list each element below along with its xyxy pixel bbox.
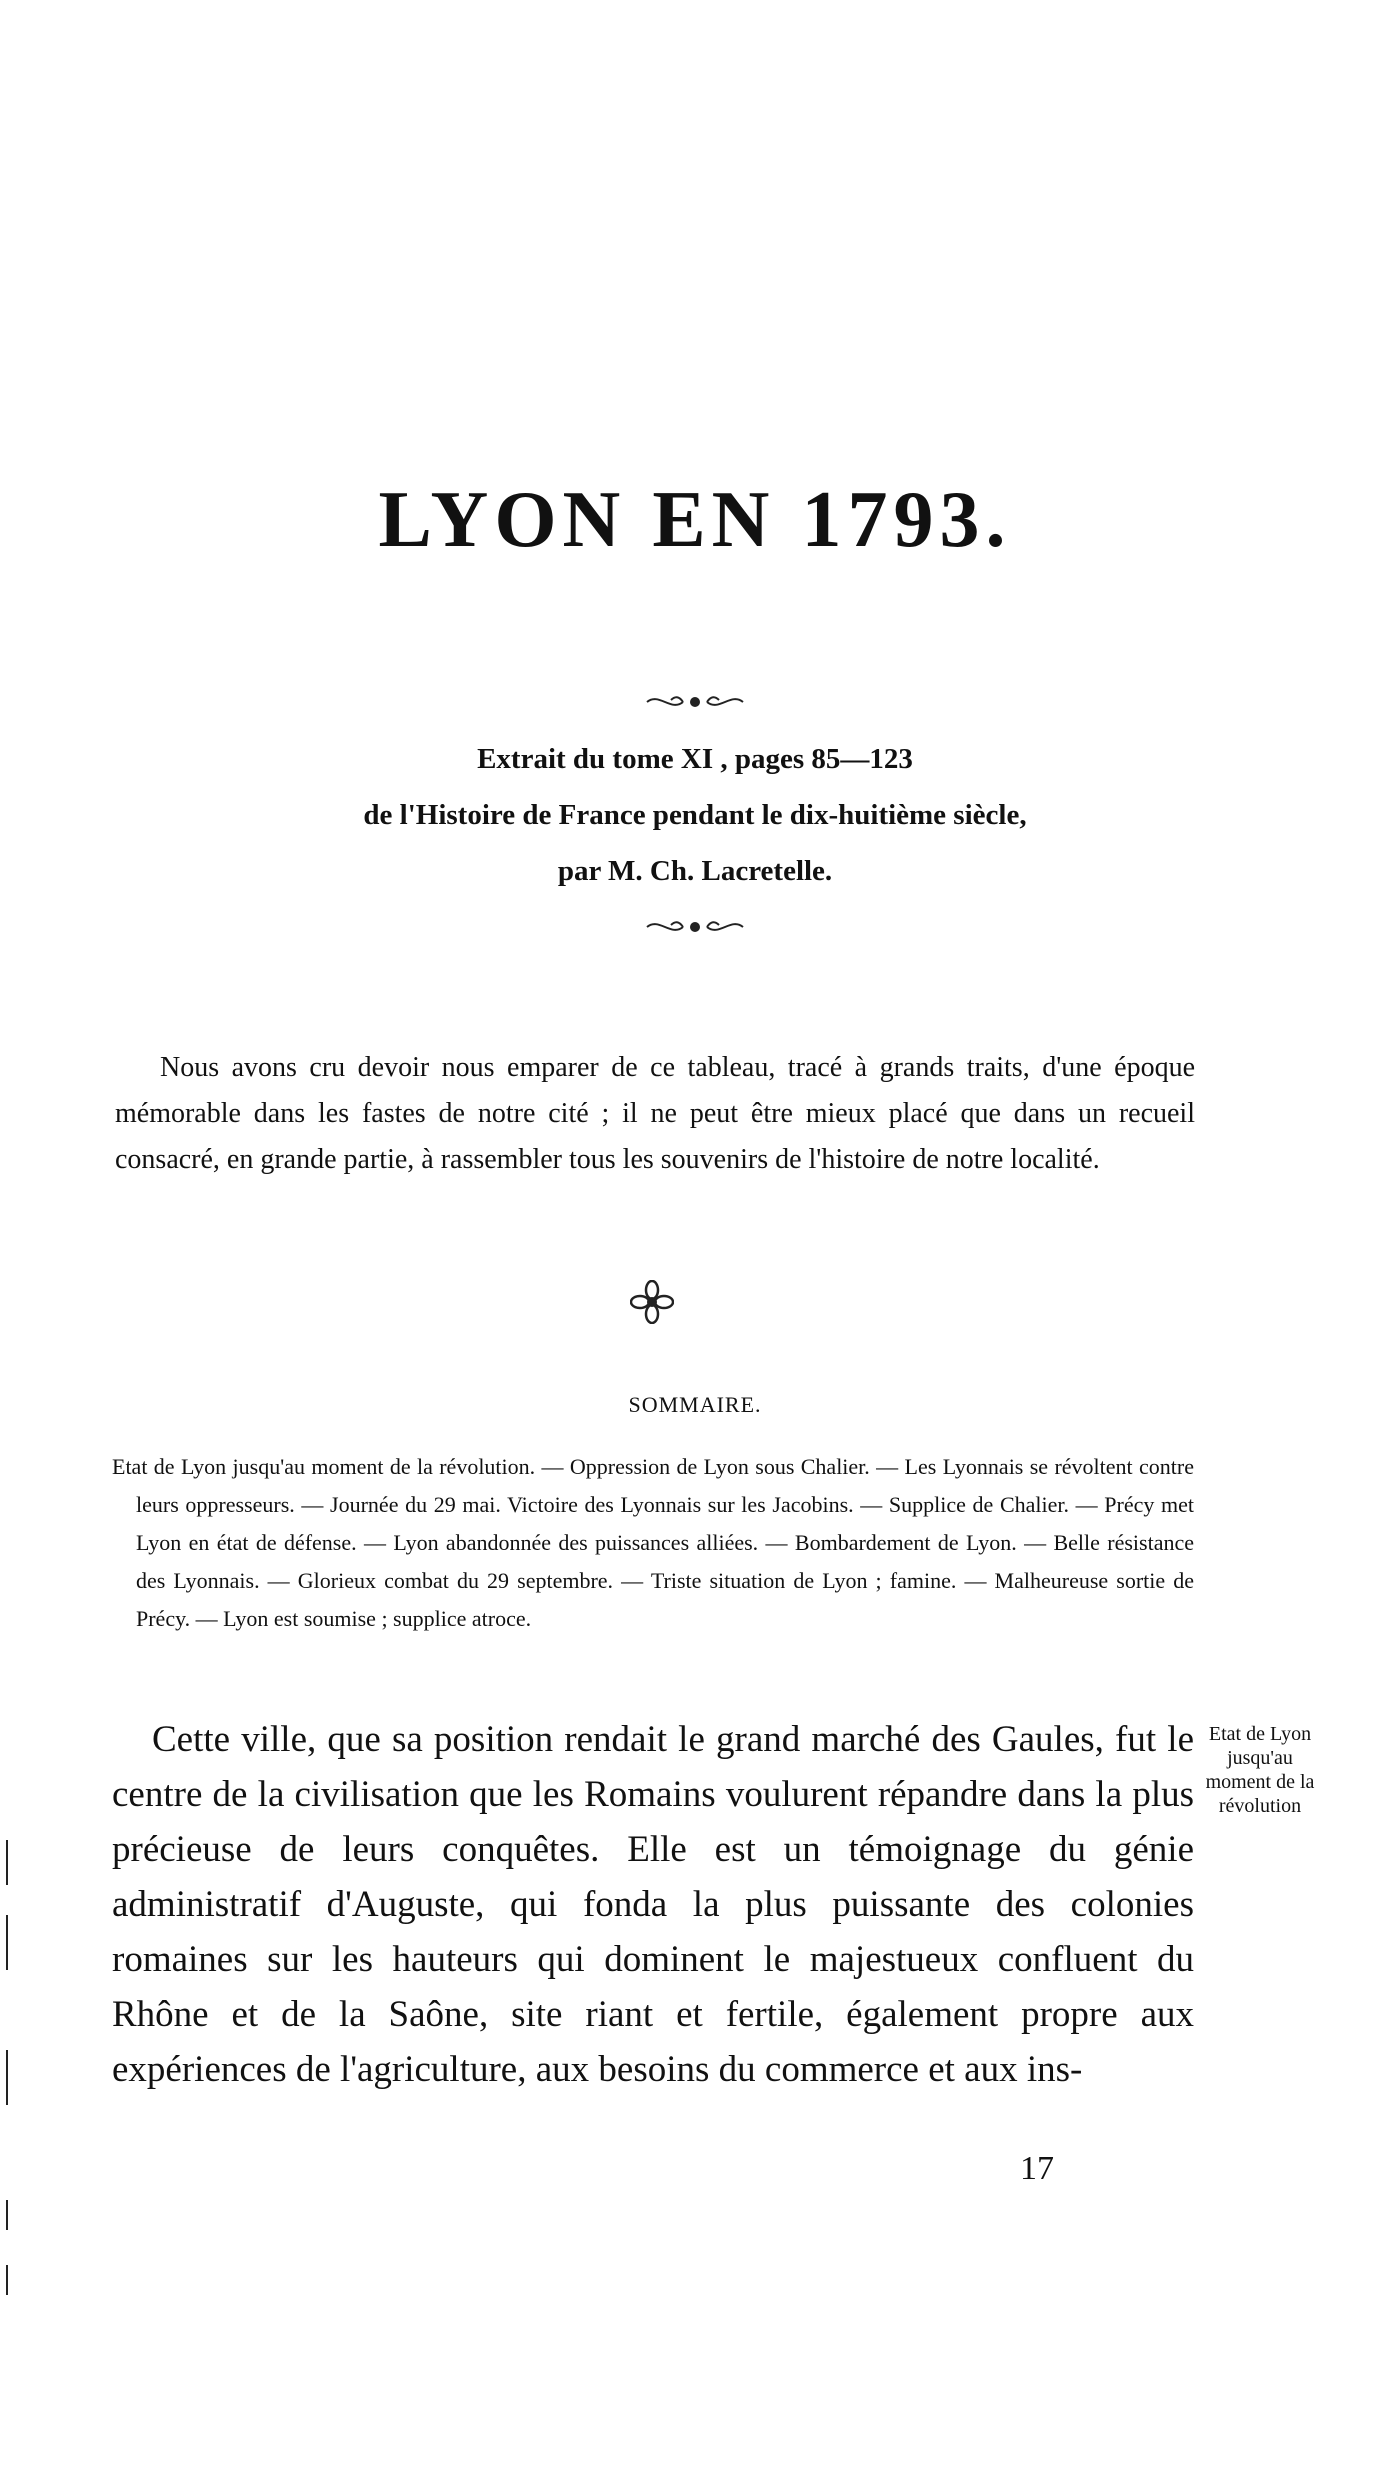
fleuron-icon xyxy=(645,690,745,714)
margin-note: Etat de Lyon jusqu'au moment de la révolution xyxy=(1205,1723,1315,1817)
sommaire-text: Etat de Lyon jusqu'au moment de la révolution. — Oppression de Lyon sous Chalier. — Les Lyonnais se révoltent contre leurs oppresseurs. — Journée du 29 mai. Victoire des Lyonnais sur les Jacobins. — Supplice de Chalier. — Précy met Lyon en état de défense. — Lyon abandonnée des puissances alliées. — Bombardement de Lyon. — Belle résistance des Lyonnais. — Glorieux combat du 29 septembre. — Triste situation de Lyon ; famine. — Malheureuse sortie de Précy. — Lyon est soumise ; supplice atroce. xyxy=(112,1454,1194,1631)
subtitle-line-1: Extrait du tome XI , pages 85—123 xyxy=(477,743,913,775)
page-title: LYON EN 1793. xyxy=(378,476,1012,564)
margin-rule xyxy=(6,1915,8,1970)
flower-icon xyxy=(630,1280,674,1324)
subtitle-line-2: de l'Histoire de France pendant le dix-huitième siècle, xyxy=(363,799,1027,831)
margin-rule xyxy=(6,1840,8,1885)
subtitle-line-3: par M. Ch. Lacretelle. xyxy=(557,855,833,887)
margin-rule xyxy=(6,2200,8,2230)
body-paragraph: Cette ville, que sa position rendait le grand marché des Gaules, fut le centre de la civilisation que les Romains voulurent répandre dans la plus précieuse de leurs conquêtes. Elle est un témoignage du génie administratif d'Auguste, qui fonda la plus puissante des colonies romaines sur les hauteurs qui dominent le majestueux confluent du Rhône et de la Saône, site riant et fertile, également propre aux expériences de l'agriculture, aux besoins du commerce et aux ins- xyxy=(112,1719,1194,2090)
intro-paragraph: Nous avons cru devoir nous emparer de ce tableau, tracé à grands traits, d'une époque mémorable dans les fastes de notre cité ; il ne peut être mieux placé que dans un recueil consacré, en grande partie, à rassembler tous les souvenirs de l'histoire de notre localité. xyxy=(115,1052,1195,1175)
ornament-top xyxy=(0,690,1390,719)
margin-rule xyxy=(6,2265,8,2295)
sommaire-heading: SOMMAIRE. xyxy=(628,1392,762,1417)
page-number: 17 xyxy=(1020,2150,1054,2187)
margin-rule xyxy=(6,2050,8,2105)
ornament-bottom xyxy=(0,915,1390,944)
fleuron-icon xyxy=(645,915,745,939)
flower-ornament xyxy=(630,1280,674,1329)
